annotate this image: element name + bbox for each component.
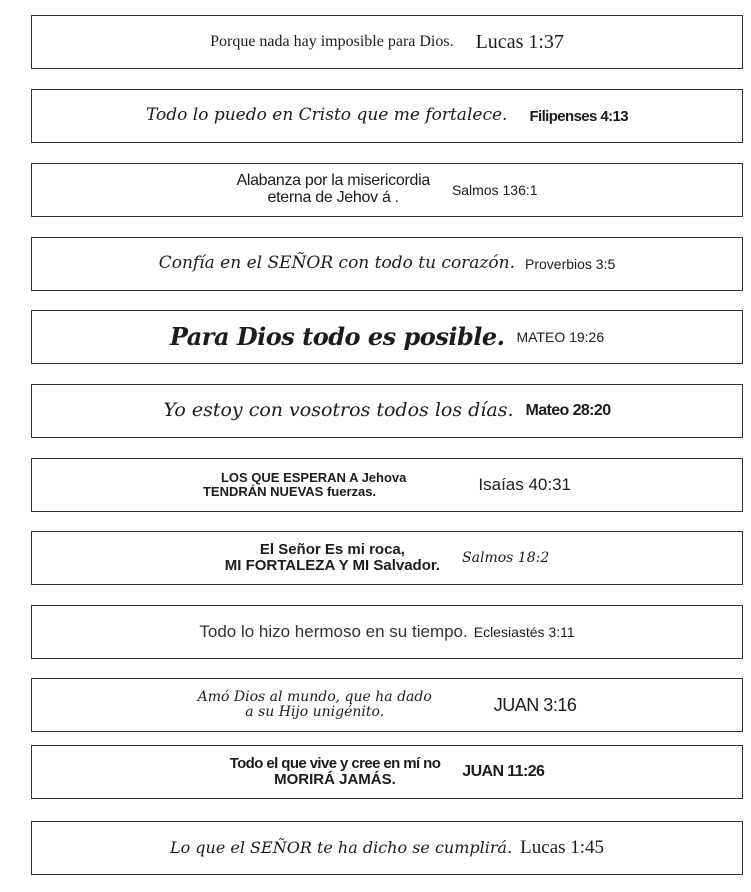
verse-strip-6 [31,384,743,438]
verse-line: Confía en el SEÑOR con todo tu corazón. [158,253,515,274]
verse-line: Todo el que vive y cree en mí no [229,755,441,773]
verse-strip-10 [31,678,743,732]
verse-text [210,34,454,51]
verse-reference: Mateo 28:20 [525,402,611,419]
verse-strip-8 [31,531,743,585]
verse-reference: JUAN 11:26 [462,763,545,780]
verse-reference: Lucas 1:45 [520,837,605,858]
verse-reference: Proverbios 3:5 [525,256,616,272]
verse-text [159,255,515,273]
verse-line: eterna de Jehov á . [267,189,399,206]
verse-strip-2 [31,89,743,143]
verse-line: MI FORTALEZA Y MI Salvador. [224,557,441,574]
verse-line: Lo que el SEÑOR te ha dicho se cumplirá. [169,837,513,857]
verse-reference: Salmos 136:1 [451,182,538,198]
verse-text [199,623,467,641]
verse-reference: Salmos 18:2 [462,550,550,566]
verse-line: Yo estoy con vosotros todos los días. [163,399,514,422]
verse-reference: Eclesiastés 3:11 [473,624,575,640]
verse-text [146,107,507,125]
verse-line: a su Hijo unigénito. [245,704,385,720]
verse-strip-11 [31,745,743,799]
verse-strip-12 [31,821,743,875]
verse-reference: JUAN 3:16 [493,694,577,715]
verse-strip-3 [31,163,743,217]
verse-reference: Isaías 40:31 [478,475,572,494]
verse-line: Todo lo puedo en Cristo que me fortalece. [146,105,508,126]
verse-reference: Filipenses 4:13 [529,107,628,125]
verse-line: MORIRÁ JAMÁS. [274,771,396,788]
verse-line: LOS QUE ESPERAN A Jehova [220,470,407,486]
verse-line: Para Dios todo es posible. [169,322,505,352]
verse-line: El Señor Es mi roca, [259,541,405,559]
verse-strip-7 [31,458,743,512]
verse-text [169,837,513,857]
verse-text [163,401,513,421]
verse-text [236,173,429,207]
verse-strip-1 [31,15,743,69]
verse-reference: Lucas 1:37 [475,30,564,53]
verse-line: TENDRÁN NUEVAS fuerzas. [202,484,377,499]
verse-line: Todo lo hizo hermoso en su tiempo. [199,622,468,642]
verse-strip-9 [31,605,743,659]
verse-text [169,322,505,352]
verse-text [198,690,432,719]
verse-line: Alabanza por la misericordia [236,172,430,190]
verse-strip-5 [31,310,743,364]
verse-strip-4 [31,237,743,291]
verse-text [203,471,406,498]
verse-line: Amó Dios al mundo, que ha dado [197,689,432,706]
verse-reference: MATEO 19:26 [516,329,605,345]
verse-text [225,542,440,574]
verse-line: Porque nada hay imposible para Dios. [210,32,454,50]
verse-text [230,756,441,788]
